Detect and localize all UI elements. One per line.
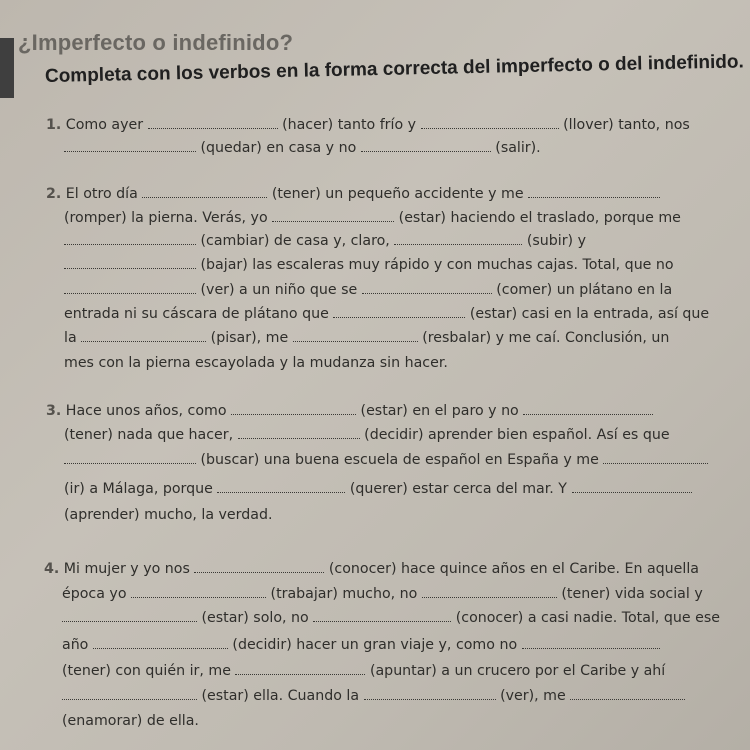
answer-blank[interactable] [194, 571, 324, 573]
exercise-line: mes con la pierna escayolada y la mudanza sin hacer. [64, 355, 448, 371]
answer-blank[interactable] [422, 596, 557, 598]
answer-blank[interactable] [362, 292, 492, 294]
answer-blank[interactable] [81, 340, 206, 342]
answer-blank[interactable] [148, 127, 278, 129]
exercise-line: (bajar) las escaleras muy rápido y con muchas cajas. Total, que no [64, 257, 674, 273]
exercise-line: (ir) a Málaga, porque (querer) estar cerca del mar. Y [64, 481, 692, 497]
answer-blank[interactable] [62, 620, 197, 622]
answer-blank[interactable] [64, 267, 196, 269]
exercise-line: 4. Mi mujer y yo nos (conocer) hace quince años en el Caribe. En aquella [44, 561, 699, 577]
exercise-line: la (pisar), me (resbalar) y me caí. Conclusión, un [64, 330, 670, 346]
answer-blank[interactable] [272, 220, 394, 222]
answer-blank[interactable] [238, 437, 360, 439]
exercise-line: año (decidir) hacer un gran viaje y, como no [62, 637, 660, 653]
exercise-line: (quedar) en casa y no (salir). [64, 140, 541, 156]
answer-blank[interactable] [313, 620, 451, 622]
exercise-line: (buscar) una buena escuela de español en España y me [64, 452, 708, 468]
exercise-number: 1. [46, 117, 62, 133]
answer-blank[interactable] [64, 243, 196, 245]
exercise-line: 1. Como ayer (hacer) tanto frío y (llover) tanto, nos [46, 117, 690, 133]
exercise-instructions: Completa con los verbos en la forma correcta del imperfecto o del indefinido. [44, 51, 744, 87]
exercise-line: (cambiar) de casa y, claro, (subir) y [64, 233, 586, 249]
exercise-line: (estar) ella. Cuando la (ver), me [62, 688, 685, 704]
answer-blank[interactable] [64, 292, 196, 294]
exercise-line: época yo (trabajar) mucho, no (tener) vida social y [62, 586, 703, 602]
answer-blank[interactable] [64, 462, 196, 464]
exercise-line: entrada ni su cáscara de plátano que (estar) casi en la entrada, así que [64, 306, 710, 322]
exercise-line: (ver) a un niño que se (comer) un plátano en la [64, 282, 672, 298]
answer-blank[interactable] [131, 596, 266, 598]
answer-blank[interactable] [361, 150, 491, 152]
answer-blank[interactable] [522, 647, 660, 649]
answer-blank[interactable] [333, 316, 465, 318]
answer-blank[interactable] [394, 243, 522, 245]
answer-blank[interactable] [570, 698, 685, 700]
page-corner-tab [0, 38, 14, 98]
answer-blank[interactable] [421, 127, 559, 129]
exercise-line: (enamorar) de ella. [62, 713, 199, 729]
answer-blank[interactable] [523, 413, 653, 415]
answer-blank[interactable] [64, 150, 196, 152]
exercise-line: (aprender) mucho, la verdad. [64, 507, 273, 523]
answer-blank[interactable] [603, 462, 708, 464]
answer-blank[interactable] [231, 413, 356, 415]
answer-blank[interactable] [62, 698, 197, 700]
exercise-title: ¿Imperfecto o indefinido? [18, 30, 294, 55]
answer-blank[interactable] [142, 196, 267, 198]
answer-blank[interactable] [364, 698, 496, 700]
exercise-line: 2. El otro día (tener) un pequeño accidente y me [46, 186, 660, 202]
exercise-number: 4. [44, 561, 60, 577]
exercise-line: (estar) solo, no (conocer) a casi nadie. Total, que ese [62, 610, 720, 626]
exercise-number: 2. [46, 186, 62, 202]
exercise-line: (romper) la pierna. Verás, yo (estar) haciendo el traslado, porque me [64, 210, 681, 226]
answer-blank[interactable] [93, 647, 228, 649]
answer-blank[interactable] [235, 673, 365, 675]
exercise-line: (tener) con quién ir, me (apuntar) a un crucero por el Caribe y ahí [62, 663, 666, 679]
answer-blank[interactable] [217, 491, 345, 493]
answer-blank[interactable] [572, 491, 692, 493]
exercise-line: 3. Hace unos años, como (estar) en el paro y no [46, 403, 653, 419]
exercise-number: 3. [46, 403, 62, 419]
answer-blank[interactable] [293, 340, 418, 342]
answer-blank[interactable] [528, 196, 660, 198]
exercise-line: (tener) nada que hacer, (decidir) aprender bien español. Así es que [64, 427, 670, 443]
